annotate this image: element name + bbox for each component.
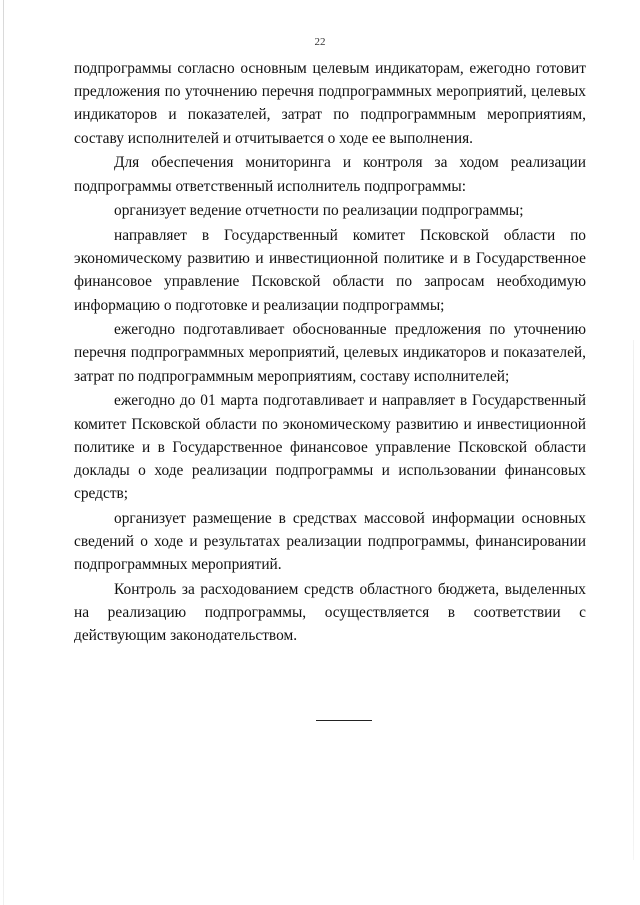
- end-separator-line: [316, 720, 372, 721]
- paragraph-sends-information: направляет в Государственный комитет Псковской области по экономическому развитию и инвестиционной политике и в Государственное финансовое управление Псковской области по запросам необходимую информацию о подготовке и реализации подпрограммы;: [74, 226, 586, 314]
- paragraph-monitoring-intro: Для обеспечения мониторинга и контроля за ходом реализации подпрограммы ответственный исполнитель подпрограммы:: [74, 154, 586, 195]
- paragraph-media-publication: организует размещение в средствах массовой информации основных сведений о ходе и результатах реализации подпрограммы, финансировании подпрограммных мероприятий.: [74, 509, 586, 574]
- paragraph-continuation: подпрограммы согласно основным целевым индикаторам, ежегодно готовит предложения по уточнению перечня подпрограммных мероприятий, целевых индикаторов и показателей, затрат по подпрограммным мероприятиям, составу исполнителей и отчитывается о ходе ее выполнения.: [74, 60, 586, 147]
- paragraph-annual-proposals: ежегодно подготавливает обоснованные предложения по уточнению перечня подпрограммных мероприятий, целевых индикаторов и показателей, затрат по подпрограммным мероприятиям, составу исполнителей;: [74, 321, 586, 385]
- page-number: 22: [314, 36, 326, 48]
- paragraph-reporting: организует ведение отчетности по реализации подпрограммы;: [114, 202, 524, 220]
- paragraph-annual-reports: ежегодно до 01 марта подготавливает и направляет в Государственный комитет Псковской области по экономическому развитию и инвестиционной политике и в Государственное финансовое управление Псковской области доклады о ходе реализации подпрограммы и использовании финансовых средств;: [74, 392, 586, 503]
- scan-edge-left: [3, 0, 4, 905]
- paragraph-budget-control: Контроль за расходованием средств областного бюджета, выделенных на реализацию подпрограммы, осуществляется в соответствии с действующим законодательством.: [74, 580, 586, 645]
- scan-edge-right: [633, 340, 634, 860]
- body-text: [74, 57, 586, 649]
